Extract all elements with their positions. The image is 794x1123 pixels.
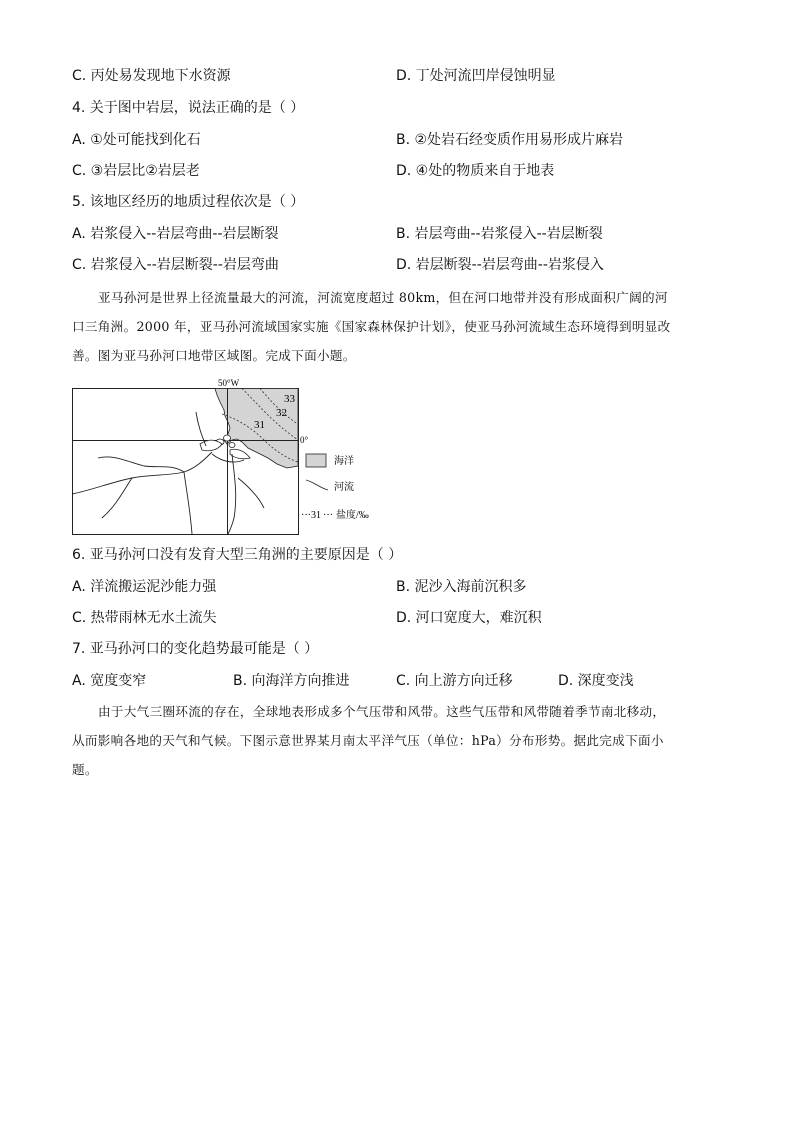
q7-option-a: A. 宽度变窄: [72, 673, 147, 689]
passage-pressure-line3: 题。: [72, 762, 98, 777]
q5-option-a: A. 岩浆侵入--岩层弯曲--岩层断裂: [72, 226, 279, 242]
q6-option-b: B. 泥沙入海前沉积多: [396, 579, 527, 595]
legend-isohaline-dots: ···: [323, 510, 333, 521]
longitude-label: 50°W: [218, 378, 240, 388]
q7-stem: 7. 亚马孙河口的变化趋势最可能是（ ）: [72, 641, 319, 657]
q7-option-d: D. 深度变浅: [558, 673, 634, 689]
isohaline-label-31: 31: [254, 419, 265, 431]
q5-option-d: D. 岩层断裂--岩层弯曲--岩浆侵入: [396, 257, 604, 273]
passage-amazon: [72, 283, 724, 370]
q6-option-a: A. 洋流搬运泥沙能力强: [72, 579, 217, 595]
map-svg: [72, 378, 372, 536]
q5-option-b: B. 岩层弯曲--岩浆侵入--岩层断裂: [396, 226, 603, 242]
q4-option-c: C. ③岩层比②岩层老: [72, 163, 200, 179]
q5-option-c: C. 岩浆侵入--岩层断裂--岩层弯曲: [72, 257, 279, 273]
q4-option-b: B. ②处岩石经变质作用易形成片麻岩: [396, 132, 624, 148]
q6-option-d: D. 河口宽度大，难沉积: [396, 610, 542, 626]
passage-pressure: [72, 697, 724, 784]
q3-option-d: D. 丁处河流凹岸侵蚀明显: [396, 68, 556, 84]
legend-river-label: 河流: [334, 482, 354, 493]
passage-pressure-line1: 由于大气三圈环流的存在，全球地表形成多个气压带和风带。这些气压带和风带随着季节南北移动，: [98, 704, 666, 719]
q7-option-c: C. 向上游方向迁移: [396, 673, 513, 689]
q3-option-c: C. 丙处易发现地下水资源: [72, 68, 231, 84]
isohaline-label-33: 33: [284, 393, 295, 405]
isohaline-label-32: 32: [276, 407, 287, 419]
q4-option-a: A. ①处可能找到化石: [72, 132, 201, 148]
legend-ocean-label: 海洋: [334, 456, 354, 467]
legend-ocean-swatch: [306, 454, 326, 467]
q5-stem: 5. 该地区经历的地质过程依次是（ ）: [72, 194, 305, 210]
q7-option-b: B. 向海洋方向推进: [233, 673, 350, 689]
island: [229, 443, 235, 448]
passage-amazon-line1: 亚马孙河是世界上径流量最大的河流，河流宽度超过 80km，但在河口地带并没有形成面积广阔的河: [98, 290, 668, 305]
q6-option-c: C. 热带雨林无水土流失: [72, 610, 217, 626]
amazon-estuary-map: [72, 378, 372, 536]
latitude-label: 0°: [300, 435, 309, 445]
passage-amazon-line2: 口三角洲。2000 年，亚马孙河流域国家实施《国家森林保护计划》，使亚马孙河流域生态环境得到明显改: [72, 319, 671, 334]
legend-isohaline-number: 31: [311, 510, 321, 521]
passage-pressure-line2: 从而影响各地的天气和气候。下图示意世界某月南太平洋气压（单位：hPa）分布形势。据此完成下面小: [72, 733, 664, 748]
legend-isohaline-dots: ···: [301, 510, 311, 521]
island: [224, 435, 231, 441]
legend-isohaline-label: 盐度/‰: [336, 510, 369, 521]
passage-amazon-line3: 善。图为亚马孙河口地带区域图。完成下面小题。: [72, 348, 356, 363]
legend-river-swatch: [306, 480, 328, 490]
q4-stem: 4. 关于图中岩层，说法正确的是（ ）: [72, 100, 305, 116]
q4-option-d: D. ④处的物质来自于地表: [396, 163, 555, 179]
q6-stem: 6. 亚马孙河口没有发育大型三角洲的主要原因是（ ）: [72, 547, 403, 563]
